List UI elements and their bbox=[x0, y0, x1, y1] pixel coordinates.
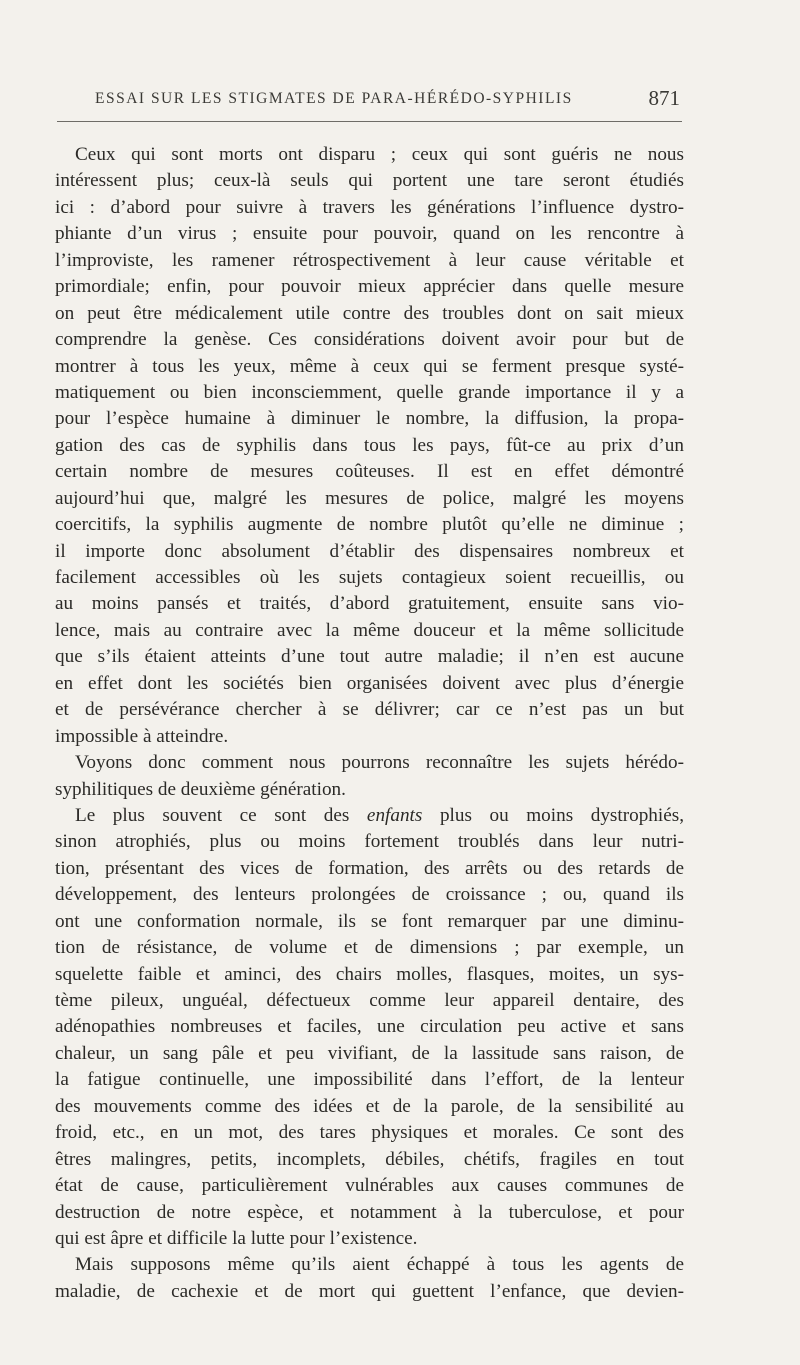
text-line: Ceux qui sont morts ont disparu ; ceux qui sont guéris ne nous bbox=[75, 144, 684, 165]
text-line: ont une conformation normale, ils se font remarquer par une diminu- bbox=[55, 910, 684, 932]
text-line: phiante d’un virus ; ensuite pour pouvoir, quand on les rencontre à bbox=[55, 223, 684, 245]
text-line: impossible à atteindre. bbox=[55, 725, 229, 747]
text-line: la fatigue continuelle, une impossibilité dans l’effort, de la lenteur bbox=[55, 1069, 684, 1091]
text-line: gation des cas de syphilis dans tous les pays, fût-ce au prix d’un bbox=[55, 434, 684, 456]
text-line: tion, présentant des vices de formation, des arrêts ou des retards de bbox=[55, 857, 684, 879]
text-line: des mouvements comme des idées et de la parole, de la sensibilité au bbox=[55, 1095, 684, 1117]
text-line: facilement accessibles où les sujets contagieux soient recueillis, ou bbox=[55, 567, 684, 588]
text-line: intéressent plus; ceux-là seuls qui portent une tare seront étudiés bbox=[55, 170, 684, 192]
page-number: 871 bbox=[648, 86, 680, 110]
italic-word: enfants bbox=[366, 804, 423, 826]
text-run: Le plus souvent ce sont des bbox=[75, 804, 367, 826]
text-line: sinon atrophiés, plus ou moins fortement troublés dans leur nutri- bbox=[55, 831, 684, 853]
text-line: primordiale; enfin, pour pouvoir mieux apprécier dans quelle mesure bbox=[55, 276, 684, 298]
text-line: maladie, de cachexie et de mort qui guettent l’enfance, que devien- bbox=[55, 1280, 684, 1302]
text-line: développement, des lenteurs prolongées de croissance ; ou, quand ils bbox=[55, 884, 684, 906]
text-line: et de persévérance chercher à se délivrer; car ce n’est pas un but bbox=[55, 699, 684, 721]
text-line: montrer à tous les yeux, même à ceux qui se ferment presque systé- bbox=[55, 355, 684, 377]
text-line: lence, mais au contraire avec la même douceur et la même sollicitude bbox=[55, 619, 684, 641]
text-line: squelette faible et aminci, des chairs molles, flasques, moites, un sys- bbox=[55, 963, 684, 985]
text-line: tion de résistance, de volume et de dimensions ; par exemple, un bbox=[55, 937, 684, 959]
text-line: aujourd’hui que, malgré les mesures de police, malgré les moyens bbox=[55, 487, 684, 509]
text-line: état de cause, particulièrement vulnérables aux causes communes de bbox=[55, 1175, 684, 1197]
text-line: en effet dont les sociétés bien organisées doivent avec plus d’énergie bbox=[55, 672, 684, 694]
text-line-mixed bbox=[55, 803, 684, 829]
text-line: on peut être médicalement utile contre des troubles dont on sait mieux bbox=[55, 302, 684, 324]
text-line: adénopathies nombreuses et faciles, une circulation peu active et sans bbox=[55, 1016, 684, 1038]
text-line: coercitifs, la syphilis augmente de nombre plutôt qu’elle ne diminue ; bbox=[55, 514, 684, 536]
text-line: au moins pansés et traités, d’abord gratuitement, ensuite sans vio- bbox=[55, 593, 684, 615]
text-line: matiquement ou bien inconsciemment, quelle grande importance il y a bbox=[55, 381, 684, 403]
text-line: chaleur, un sang pâle et peu vivifiant, de la lassitude sans raison, de bbox=[55, 1042, 684, 1064]
text-run: plus ou moins dystrophiés, bbox=[439, 804, 684, 826]
running-header bbox=[95, 86, 682, 116]
text-line: il importe donc absolument d’établir des dispensaires nombreux et bbox=[55, 540, 684, 562]
text-line: l’improviste, les ramener rétrospectivement à leur cause véritable et bbox=[55, 249, 684, 271]
body-text bbox=[55, 142, 684, 1305]
text-line: ici : d’abord pour suivre à travers les générations l’influence dystro- bbox=[55, 196, 684, 218]
text-line: qui est âpre et difficile la lutte pour l’existence. bbox=[55, 1227, 418, 1249]
text-line: froid, etc., en un mot, des tares physiques et morales. Ce sont des bbox=[55, 1122, 684, 1144]
running-title: ESSAI SUR LES STIGMATES DE PARA-HÉRÉDO-SYPHILIS bbox=[95, 90, 573, 107]
text-line: que s’ils étaient atteints d’une tout autre maladie; il n’en est aucune bbox=[55, 646, 684, 668]
header-rule bbox=[57, 121, 682, 122]
text-line: tème pileux, unguéal, défectueux comme leur appareil dentaire, des bbox=[55, 990, 684, 1011]
text-line: Voyons donc comment nous pourrons reconnaître les sujets hérédo- bbox=[75, 752, 684, 774]
text-line: destruction de notre espèce, et notamment à la tuberculose, et pour bbox=[55, 1201, 684, 1223]
text-line: Mais supposons même qu’ils aient échappé à tous les agents de bbox=[75, 1254, 684, 1276]
text-line: syphilitiques de deuxième génération. bbox=[55, 778, 346, 800]
text-line: êtres malingres, petits, incomplets, débiles, chétifs, fragiles en tout bbox=[55, 1148, 684, 1170]
text-line: comprendre la genèse. Ces considérations doivent avoir pour but de bbox=[55, 329, 684, 351]
text-line: pour l’espèce humaine à diminuer le nombre, la diffusion, la propa- bbox=[55, 408, 684, 430]
text-line: certain nombre de mesures coûteuses. Il est en effet démontré bbox=[55, 461, 684, 483]
